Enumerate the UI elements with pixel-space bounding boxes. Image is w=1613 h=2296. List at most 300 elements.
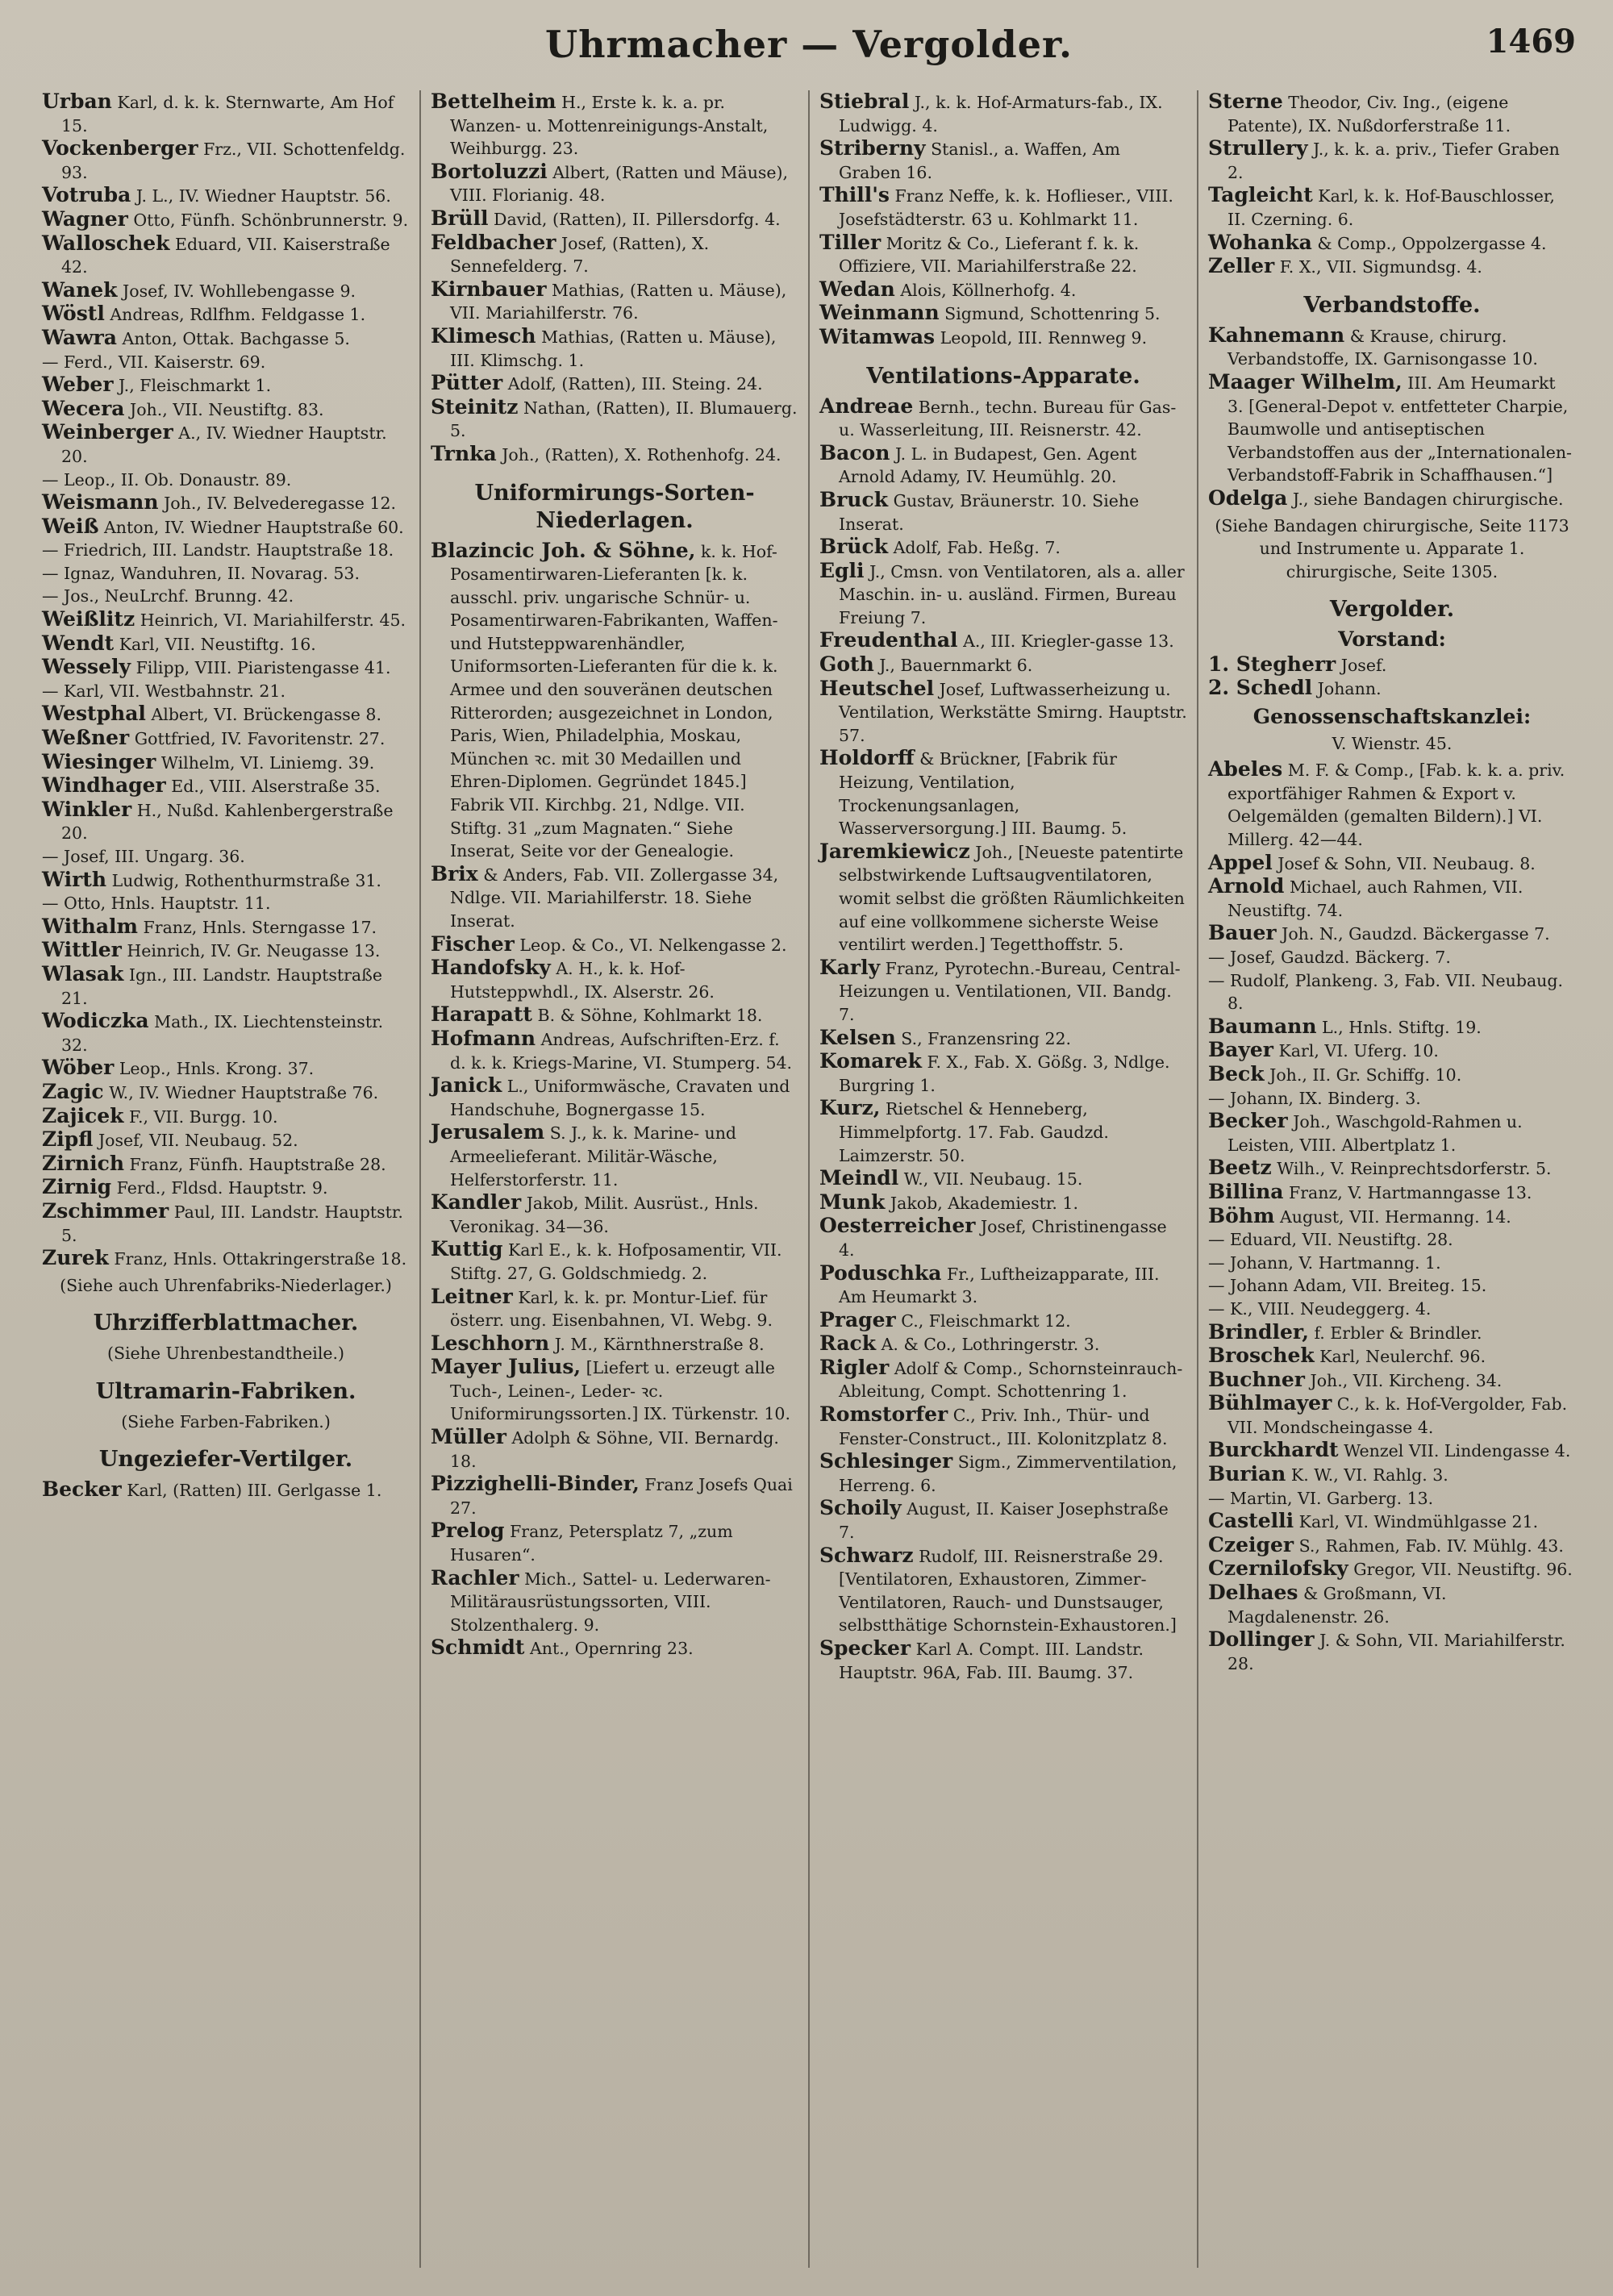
- entry-details: Fr., Luftheizapparate, III. Am Heumarkt 3.: [839, 1264, 1160, 1307]
- directory-entry: [431, 90, 798, 160]
- columns: [32, 90, 1586, 2268]
- entry-name: Withalm: [42, 914, 139, 938]
- entry-name: Brix: [431, 861, 478, 885]
- directory-entry: [42, 1105, 410, 1129]
- directory-entry: [1208, 1439, 1576, 1463]
- entry-details: — Rudolf, Plankeng. 3, Fab. VII. Neubaug. 8.: [1208, 970, 1564, 1014]
- entry-name: Weber: [42, 373, 114, 397]
- entry-details: Ant., Opernring 23.: [529, 1639, 694, 1659]
- directory-entry: [1208, 90, 1576, 137]
- entry-name: Czernilofsky: [1208, 1556, 1348, 1581]
- directory-entry: [819, 278, 1187, 302]
- directory-entry: [42, 632, 410, 656]
- entry-details: J. & Sohn, VII. Mariahilferstr. 28.: [1227, 1631, 1565, 1673]
- cross-reference-note: V. Wienstr. 45.: [1332, 733, 1453, 753]
- entry-name: Trnka: [431, 441, 497, 465]
- directory-entry: [42, 774, 410, 798]
- entry-name: Walloschek: [42, 231, 170, 255]
- directory-entry: [431, 956, 798, 1003]
- directory-entry: [42, 327, 410, 351]
- directory-entry: [819, 840, 1187, 956]
- entry-name: Arnold: [1208, 874, 1285, 898]
- entry-details: Franz, Hnls. Ottakringerstraße 18.: [114, 1249, 407, 1269]
- section-heading: Ultramarin-Fabriken.: [95, 1378, 356, 1404]
- entry-details: Rietschel & Henneberg, Himmelpfortg. 17. Fab. Gaudzd. Laimzerstr. 50.: [839, 1099, 1109, 1165]
- entry-name: Bortoluzzi: [431, 159, 548, 183]
- entry-details: Albert, VI. Brückengasse 8.: [151, 705, 381, 725]
- directory-entry: [1208, 1181, 1576, 1205]
- entry-name: Munk: [819, 1190, 886, 1214]
- entry-details: Josef, VII. Neubaug. 52.: [98, 1131, 298, 1151]
- entry-name: Bühlmayer: [1208, 1391, 1332, 1415]
- entry-details: — Martin, VI. Garberg. 13.: [1208, 1488, 1434, 1508]
- entry-name: Bacon: [819, 440, 890, 465]
- sub-heading: Genossenschaftskanzlei:: [1252, 705, 1532, 729]
- directory-entry: [1208, 1557, 1576, 1581]
- entry-details: Andreas, Aufschriften-Erz. f. d. k. k. Kriegs-Marine, VI. Stumperg. 54.: [450, 1029, 793, 1073]
- entry-name: Weißlitz: [42, 607, 135, 631]
- entry-name: Blazincic Joh. & Söhne,: [431, 538, 696, 562]
- directory-entry: [1208, 1534, 1576, 1558]
- entry-details: & Krause, chirurg. Verbandstoffe, IX. Garnisongasse 10.: [1227, 326, 1538, 369]
- entry-name: Bauer: [1208, 921, 1277, 945]
- entry-name: Wlasak: [42, 961, 124, 985]
- directory-entry: [819, 1332, 1187, 1356]
- section-heading: Verbandstoffe.: [1303, 292, 1481, 318]
- directory-entry: [1208, 1369, 1576, 1393]
- directory-entry: [431, 1426, 798, 1473]
- directory-entry: [42, 915, 410, 940]
- entry-details: — Karl, VII. Westbahnstr. 21.: [42, 681, 286, 701]
- entry-details: A. H., k. k. Hof-Hutsteppwhdl., IX. Alserstr. 26.: [450, 959, 715, 1002]
- directory-entry: [431, 325, 798, 372]
- entry-details: Sigm., Zimmerventilation, Herreng. 6.: [839, 1452, 1177, 1495]
- entry-name: Wecera: [42, 396, 125, 420]
- directory-entry: [42, 1152, 410, 1177]
- directory-entry: [431, 278, 798, 325]
- directory-entry: [1208, 946, 1576, 969]
- entry-details: A., IV. Wiedner Hauptstr. 20.: [61, 423, 387, 466]
- entry-name: Delhaes: [1208, 1581, 1298, 1605]
- entry-name: Weiß: [42, 514, 99, 538]
- directory-entry: [819, 1191, 1187, 1215]
- entry-details: Joh., [Neueste patentirte selbstwirkende Luftsaugventilatoren, womit selbst die größten Räumlichkeiten auf eine vollkommene sicherste Weise ventilirt werden.] Tegetthoffstr. 5.: [839, 842, 1185, 955]
- entry-name: Buchner: [1208, 1367, 1305, 1391]
- entry-details: Gottfried, IV. Favoritenstr. 27.: [134, 729, 386, 749]
- entry-details: Wilhelm, VI. Liniemg. 39.: [160, 752, 375, 773]
- entry-details: Otto, Fünfh. Schönbrunnerstr. 9.: [133, 210, 409, 230]
- entry-details: Rudolf, III. Reisnerstraße 29. [Ventilatoren, Exhaustoren, Zimmer-Ventilatoren, Rauch- und Dunstsauger, selbstthätige Schornstein-Exhaustoren.]: [839, 1546, 1177, 1636]
- entry-name: Bayer: [1208, 1038, 1273, 1062]
- directory-entry: [1208, 922, 1576, 946]
- entry-name: Prelog: [431, 1519, 505, 1543]
- entry-name: Beck: [1208, 1061, 1265, 1085]
- directory-entry: [1208, 1156, 1576, 1181]
- directory-entry: [42, 398, 410, 422]
- entry-name: Schmidt: [431, 1636, 525, 1660]
- directory-entry: [431, 231, 798, 278]
- entry-name: Zschimmer: [42, 1198, 169, 1223]
- entry-name: Steinitz: [431, 394, 519, 419]
- directory-entry: [431, 372, 798, 396]
- entry-name: Zipfl: [42, 1127, 94, 1152]
- directory-entry: [1208, 1087, 1576, 1110]
- directory-entry: [42, 491, 410, 515]
- entry-details: Mathias, (Ratten u. Mäuse), III. Klimschg. 1.: [450, 327, 777, 370]
- directory-entry: [1208, 758, 1576, 851]
- sub-heading: Vorstand:: [1338, 627, 1446, 652]
- directory-entry: [1208, 852, 1576, 876]
- entry-details: J. M., Kärnthnerstraße 8.: [554, 1334, 765, 1354]
- entry-name: Müller: [431, 1425, 506, 1449]
- entry-details: Franz, Hnls. Sterngasse 17.: [143, 917, 377, 937]
- directory-entry: [42, 656, 410, 680]
- directory-entry: [42, 1247, 410, 1271]
- directory-entry: [1208, 1321, 1576, 1345]
- entry-name: Brindler,: [1208, 1319, 1309, 1344]
- entry-name: Burckhardt: [1208, 1438, 1339, 1462]
- entry-name: Kahnemann: [1208, 323, 1345, 347]
- entry-name: Windhager: [42, 773, 166, 798]
- entry-details: Leopold, III. Rennweg 9.: [940, 327, 1148, 348]
- entry-details: — Friedrich, III. Landstr. Hauptstraße 18.: [42, 540, 394, 560]
- entry-details: & Anders, Fab. VII. Zollergasse 34, Ndlge. VII. Mariahilferstr. 18. Siehe Inserat.: [450, 865, 779, 931]
- directory-entry: [431, 1121, 798, 1191]
- directory-entry: [1208, 1015, 1576, 1040]
- entry-details: J., k. k. Hof-Armaturs-fab., IX. Ludwigg. 4.: [839, 93, 1163, 135]
- entry-name: Egli: [819, 558, 865, 582]
- entry-details: Ign., III. Landstr. Hauptstraße 21.: [61, 965, 382, 1008]
- entry-details: Paul, III. Landstr. Hauptstr. 5.: [61, 1202, 403, 1245]
- entry-name: Abeles: [1208, 757, 1283, 781]
- entry-details: J. L., IV. Wiedner Hauptstr. 56.: [135, 186, 391, 206]
- directory-entry: [42, 608, 410, 632]
- column-1: [32, 90, 421, 2268]
- entry-details: Theodor, Civ. Ing., (eigene Patente), IX. Nußdorferstraße 11.: [1227, 93, 1511, 135]
- directory-entry: [42, 539, 410, 562]
- entry-name: Schwarz: [819, 1543, 914, 1567]
- entry-details: M. F. & Comp., [Fab. k. k. a. priv. exportfähiger Rahmen & Export v. Oelgemälden (gemalten Bildern).] VI. Millerg. 42—44.: [1227, 760, 1565, 850]
- entry-name: Hofmann: [431, 1026, 536, 1050]
- entry-details: Anton, Ottak. Bachgasse 5.: [122, 328, 350, 348]
- entry-details: k. k. Hof-Posamentirwaren-Lieferanten [k. k. ausschl. priv. ungarische Schnür- u. Posamentirwaren-Fabrikanten, Waffen- und Hutsteppwarenhändler, Uniformsorten-Lieferanten für die k. k. Armee und den souveränen deutschen Ritterorden; ausgezeichnet in London, Paris, Wien, Philadelphia, Moskau, München ꝛc. mit 30 Medaillen und Ehren-Diplomen. Gegründet 1845.] Fabrik VII. Kirchbg. 21, Ndlge. VII. Stiftg. 31 „zum Magnaten.“ Siehe Inserat, Seite vor der Genealogie.: [450, 541, 778, 861]
- directory-entry: [819, 653, 1187, 677]
- directory-entry: [1208, 1344, 1576, 1369]
- section-heading: Ventilations-Apparate.: [866, 363, 1140, 389]
- entry-name: Bettelheim: [431, 90, 556, 113]
- entry-details: Franz Neffe, k. k. Hoflieser., VIII. Josefstädterstr. 63 u. Kohlmarkt 11.: [839, 186, 1173, 229]
- directory-entry: [1208, 1392, 1576, 1439]
- directory-entry: [819, 1050, 1187, 1097]
- entry-name: Czeiger: [1208, 1532, 1294, 1556]
- entry-name: Wawra: [42, 325, 117, 349]
- entry-name: Wanek: [42, 277, 118, 302]
- directory-entry: [819, 560, 1187, 630]
- directory-entry: [42, 90, 410, 137]
- directory-entry: [1208, 137, 1576, 184]
- entry-name: Andreae: [819, 394, 914, 418]
- directory-entry: [431, 1074, 798, 1121]
- entry-name: Karly: [819, 955, 881, 979]
- entry-details: — Johann, V. Hartmanng. 1.: [1208, 1252, 1441, 1273]
- entry-name: Wedan: [819, 277, 895, 301]
- entry-details: Josef, (Ratten), X. Sennefelderg. 7.: [450, 233, 710, 277]
- entry-details: Albert, (Ratten und Mäuse), VIII. Florianig. 48.: [450, 162, 789, 206]
- entry-name: Leschhorn: [431, 1331, 550, 1355]
- entry-name: Wirth: [42, 867, 107, 891]
- entry-details: K. W., VI. Rahlg. 3.: [1290, 1465, 1448, 1486]
- entry-details: Gustav, Bräunerstr. 10. Siehe Inserat.: [839, 490, 1140, 534]
- directory-entry: [819, 629, 1187, 653]
- entry-details: S., Rahmen, Fab. IV. Mühlg. 43.: [1298, 1536, 1564, 1556]
- entry-name: Fischer: [431, 931, 515, 956]
- entry-name: Freudenthal: [819, 628, 958, 652]
- directory-entry: [819, 1167, 1187, 1191]
- directory-entry: [819, 1356, 1187, 1403]
- directory-entry: [1208, 1274, 1576, 1298]
- entry-name: Weßner: [42, 726, 130, 750]
- entry-details: Jakob, Milit. Ausrüst., Hnls. Veronikag. 34—36.: [450, 1194, 759, 1236]
- entry-details: Anton, IV. Wiedner Hauptstraße 60.: [103, 517, 404, 537]
- entry-details: — Leop., II. Ob. Donaustr. 89.: [42, 469, 292, 490]
- directory-entry: [1208, 1487, 1576, 1511]
- directory-entry: [431, 1567, 798, 1637]
- entry-details: S., Franzensring 22.: [901, 1028, 1072, 1048]
- directory-entry: [42, 585, 410, 608]
- directory-entry: [431, 1191, 798, 1238]
- directory-entry: [42, 137, 410, 184]
- entry-details: Frz., VII. Schottenfeldg. 93.: [61, 140, 406, 182]
- cross-reference-note: (Siehe Uhrenbestandtheile.): [106, 1344, 345, 1364]
- entry-name: Leitner: [431, 1284, 513, 1308]
- entry-name: Pizzighelli-Binder,: [431, 1472, 640, 1496]
- entry-details: J., Cmsn. von Ventilatoren, als a. aller Maschin. in- u. ausländ. Firmen, Bureau Freiung 7.: [839, 561, 1185, 627]
- entry-name: Mayer Julius,: [431, 1355, 581, 1379]
- entry-details: Josef & Sohn, VII. Neubaug. 8.: [1277, 853, 1536, 873]
- entry-details: III. Am Heumarkt 3. [General-Depot v. entfetteter Charpie, Baumwolle und antiseptischen Verbandstoffen aus der „Internationalen-Verbandstoff-Fabrik in Schaffhausen.“]: [1227, 373, 1572, 485]
- entry-name: Kuttig: [431, 1237, 503, 1261]
- entry-details: Math., IX. Liechtensteinstr. 32.: [61, 1012, 384, 1055]
- directory-entry: [431, 1238, 798, 1285]
- directory-entry: [1208, 1510, 1576, 1534]
- entry-details: Karl, k. k. Hof-Bauschlosser, II. Czerning. 6.: [1227, 186, 1555, 229]
- directory-entry: [431, 1286, 798, 1332]
- entry-details: L., Uniformwäsche, Cravaten und Handschuhe, Bognergasse 15.: [450, 1077, 790, 1119]
- directory-entry: [42, 939, 410, 963]
- entry-details: — Otto, Hnls. Hauptstr. 11.: [42, 894, 271, 914]
- directory-entry: [431, 1332, 798, 1356]
- entry-details: Heinrich, VI. Mariahilferstr. 45.: [140, 610, 406, 631]
- entry-details: Sigmund, Schottenring 5.: [944, 304, 1161, 324]
- column-3: [810, 90, 1198, 2268]
- entry-details: Karl, VI. Uferg. 10.: [1278, 1041, 1439, 1061]
- entry-details: & Comp., Oppolzergasse 4.: [1317, 233, 1547, 253]
- entry-name: Becker: [1208, 1109, 1288, 1133]
- entry-details: L., Hnls. Stiftg. 19.: [1322, 1017, 1482, 1037]
- directory-entry: [431, 540, 798, 863]
- entry-details: Andreas, Rdlfhm. Feldgasse 1.: [110, 305, 366, 325]
- entry-name: Kurz,: [819, 1096, 881, 1120]
- entry-details: Bernh., techn. Bureau für Gas- u. Wasserleitung, III. Reisnerstr. 42.: [839, 397, 1177, 440]
- entry-details: August, VII. Hermanng. 14.: [1279, 1206, 1511, 1227]
- directory-entry: [42, 1010, 410, 1056]
- entry-details: Eduard, VII. Kaiserstraße 42.: [61, 234, 390, 277]
- entry-details: August, II. Kaiser Josephstraße 7.: [839, 1499, 1169, 1543]
- directory-entry: [431, 863, 798, 933]
- directory-entry: [431, 933, 798, 957]
- directory-entry: [819, 1403, 1187, 1450]
- section-heading: Uhrzifferblattmacher.: [93, 1311, 359, 1336]
- entry-details: Karl E., k. k. Hofposamentir, VII. Stiftg. 27, G. Goldschmiedg. 2.: [450, 1240, 782, 1283]
- entry-name: Broschek: [1208, 1344, 1315, 1368]
- directory-entry: [1208, 231, 1576, 256]
- entry-details: Filipp, VIII. Piaristengasse 41.: [135, 658, 391, 678]
- directory-entry: [42, 680, 410, 703]
- entry-name: Dollinger: [1208, 1627, 1315, 1652]
- entry-name: Tagleicht: [1208, 183, 1313, 207]
- directory-entry: [1208, 1581, 1576, 1628]
- entry-name: Feldbacher: [431, 230, 556, 254]
- entry-name: Vockenberger: [42, 136, 198, 160]
- entry-name: Zurek: [42, 1246, 109, 1270]
- entry-details: Heinrich, IV. Gr. Neugasse 13.: [127, 941, 381, 961]
- directory-entry: [819, 1309, 1187, 1333]
- entry-name: Kelsen: [819, 1025, 896, 1049]
- entry-name: Tiller: [819, 230, 882, 254]
- page-number: 1469: [1486, 23, 1576, 60]
- directory-entry: [819, 747, 1187, 840]
- entry-name: Billina: [1208, 1179, 1284, 1203]
- entry-name: Maager Wilhelm,: [1208, 369, 1403, 394]
- entry-name: Brüll: [431, 206, 489, 230]
- entry-name: Bruck: [819, 487, 889, 511]
- entry-details: J., k. k. a. priv., Tiefer Graben 2.: [1227, 140, 1560, 182]
- column-2: [421, 90, 810, 2268]
- entry-details: W., IV. Wiedner Hauptstraße 76.: [109, 1082, 379, 1102]
- entry-details: Mathias, (Ratten u. Mäuse), VII. Mariahilferstr. 76.: [450, 280, 787, 323]
- directory-entry: [42, 302, 410, 327]
- entry-details: Mich., Sattel- u. Lederwaren-Militärausrüstungssorten, VIII. Stolzenthalerg. 9.: [450, 1569, 771, 1635]
- entry-details: Joh., VII. Neustiftg. 83.: [129, 399, 324, 419]
- entry-name: Rigler: [819, 1355, 890, 1379]
- directory-entry: [42, 373, 410, 398]
- directory-entry: [42, 1478, 410, 1502]
- entry-details: Gregor, VII. Neustiftg. 96.: [1353, 1560, 1573, 1580]
- directory-entry: [42, 869, 410, 893]
- entry-details: — Josef, III. Ungarg. 36.: [42, 847, 245, 866]
- directory-entry: [1208, 487, 1576, 511]
- entry-details: David, (Ratten), II. Pillersdorfg. 4.: [494, 209, 781, 229]
- entry-details: Josef, Luftwasserheizung u. Ventilation, Werkstätte Smirng. Hauptstr. 57.: [839, 679, 1187, 745]
- page-title: Uhrmacher — Vergolder.: [544, 23, 1073, 66]
- entry-details: Leop., Hnls. Krong. 37.: [119, 1059, 315, 1079]
- directory-entry: [42, 184, 410, 208]
- entry-details: B. & Söhne, Kohlmarkt 18.: [537, 1006, 763, 1026]
- entry-details: — Ferd., VII. Kaiserstr. 69.: [42, 352, 266, 372]
- entry-details: W., VII. Neubaug. 15.: [903, 1169, 1083, 1190]
- entry-details: Ludwig, Rothenthurmstraße 31.: [111, 870, 381, 890]
- directory-entry: [819, 1027, 1187, 1051]
- directory-entry: [431, 207, 798, 231]
- directory-entry: [431, 1519, 798, 1566]
- entry-name: Wodiczka: [42, 1009, 149, 1033]
- entry-details: Joh., (Ratten), X. Rothenhofg. 24.: [502, 444, 781, 465]
- entry-details: Alois, Köllnerhofg. 4.: [900, 280, 1077, 300]
- entry-name: Rachler: [431, 1565, 519, 1590]
- entry-details: Josef, Christinengasse 4.: [839, 1217, 1167, 1260]
- directory-entry: [1208, 371, 1576, 487]
- section-heading: Uniformirungs-Sorten-Niederlagen.: [474, 480, 755, 533]
- entry-name: Westphal: [42, 702, 146, 726]
- entry-details: J., Fleischmarkt 1.: [119, 376, 272, 396]
- entry-name: Prager: [819, 1307, 896, 1331]
- entry-details: Karl, k. k. pr. Montur-Lief. für österr. ung. Eisenbahnen, VI. Webg. 9.: [450, 1287, 773, 1331]
- entry-name: Kirnbauer: [431, 277, 547, 301]
- directory-entry: [42, 232, 410, 279]
- entry-details: C., Fleischmarkt 12.: [901, 1311, 1071, 1331]
- entry-details: H., Erste k. k. a. pr. Wanzen- u. Mottenreinigungs-Anstalt, Weihburgg. 23.: [450, 93, 769, 159]
- entry-name: Castelli: [1208, 1509, 1294, 1533]
- entry-name: Brück: [819, 535, 889, 559]
- directory-entry: [819, 1544, 1187, 1637]
- entry-name: Odelga: [1208, 485, 1288, 510]
- cross-reference-note: (Siehe Farben-Fabriken.): [121, 1411, 331, 1431]
- entry-details: Joh., II. Gr. Schiffg. 10.: [1269, 1065, 1462, 1085]
- entry-name: Striberny: [819, 136, 926, 160]
- directory-entry: [42, 279, 410, 303]
- entry-name: Jerusalem: [431, 1120, 545, 1144]
- entry-details: J., siehe Bandagen chirurgische.: [1292, 489, 1564, 509]
- entry-details: Adolf, (Ratten), III. Steing. 24.: [507, 374, 763, 394]
- directory-entry: [819, 1262, 1187, 1309]
- entry-name: Harapatt: [431, 1002, 532, 1027]
- entry-details: Adolf & Comp., Schornsteinrauch-Ableitung, Compt. Schottenring 1.: [839, 1358, 1183, 1402]
- entry-details: Joh., VII. Kircheng. 34.: [1310, 1370, 1503, 1390]
- directory-entry: [431, 160, 798, 207]
- entry-details: Michael, auch Rahmen, VII. Neustiftg. 74.: [1227, 877, 1523, 920]
- entry-details: Josef, IV. Wohllebengasse 9.: [123, 281, 356, 301]
- directory-entry: [1208, 653, 1576, 677]
- entry-details: — Johann Adam, VII. Breiteg. 15.: [1208, 1276, 1487, 1296]
- directory-entry: [1208, 184, 1576, 231]
- entry-name: Pütter: [431, 371, 503, 395]
- entry-details: Franz, V. Hartmanngasse 13.: [1289, 1182, 1532, 1202]
- entry-details: J. L. in Budapest, Gen. Agent Arnold Adamy, IV. Heumühlg. 20.: [839, 444, 1137, 487]
- directory-entry: [819, 184, 1187, 231]
- entry-name: Zirnich: [42, 1151, 124, 1175]
- directory-entry: [1208, 1252, 1576, 1275]
- entry-details: Franz, Fünfh. Hauptstraße 28.: [129, 1154, 386, 1174]
- entry-name: Heutschel: [819, 676, 935, 700]
- directory-entry: [819, 90, 1187, 137]
- entry-name: Sterne: [1208, 90, 1283, 113]
- directory-entry: [431, 1636, 798, 1661]
- directory-entry: [1208, 1205, 1576, 1229]
- entry-name: 2. Schedl: [1208, 676, 1313, 700]
- entry-details: Karl, (Ratten) III. Gerlgasse 1.: [127, 1481, 382, 1501]
- directory-entry: [1208, 1298, 1576, 1321]
- entry-details: & Brückner, [Fabrik für Heizung, Ventilation, Trockenungsanlagen, Wasserversorgung.] III. Baumg. 5.: [839, 749, 1127, 839]
- directory-entry: [42, 702, 410, 727]
- entry-name: Zagic: [42, 1079, 104, 1103]
- entry-details: — K., VIII. Neudeggerg. 4.: [1208, 1298, 1432, 1319]
- directory-entry: [1208, 969, 1576, 1015]
- entry-details: F. X., Fab. X. Gößg. 3, Ndlge. Burgring 1.: [839, 1052, 1170, 1095]
- entry-name: Meindl: [819, 1166, 899, 1190]
- directory-entry: [819, 442, 1187, 489]
- entry-name: Thill's: [819, 183, 890, 207]
- directory-entry: [1208, 1063, 1576, 1087]
